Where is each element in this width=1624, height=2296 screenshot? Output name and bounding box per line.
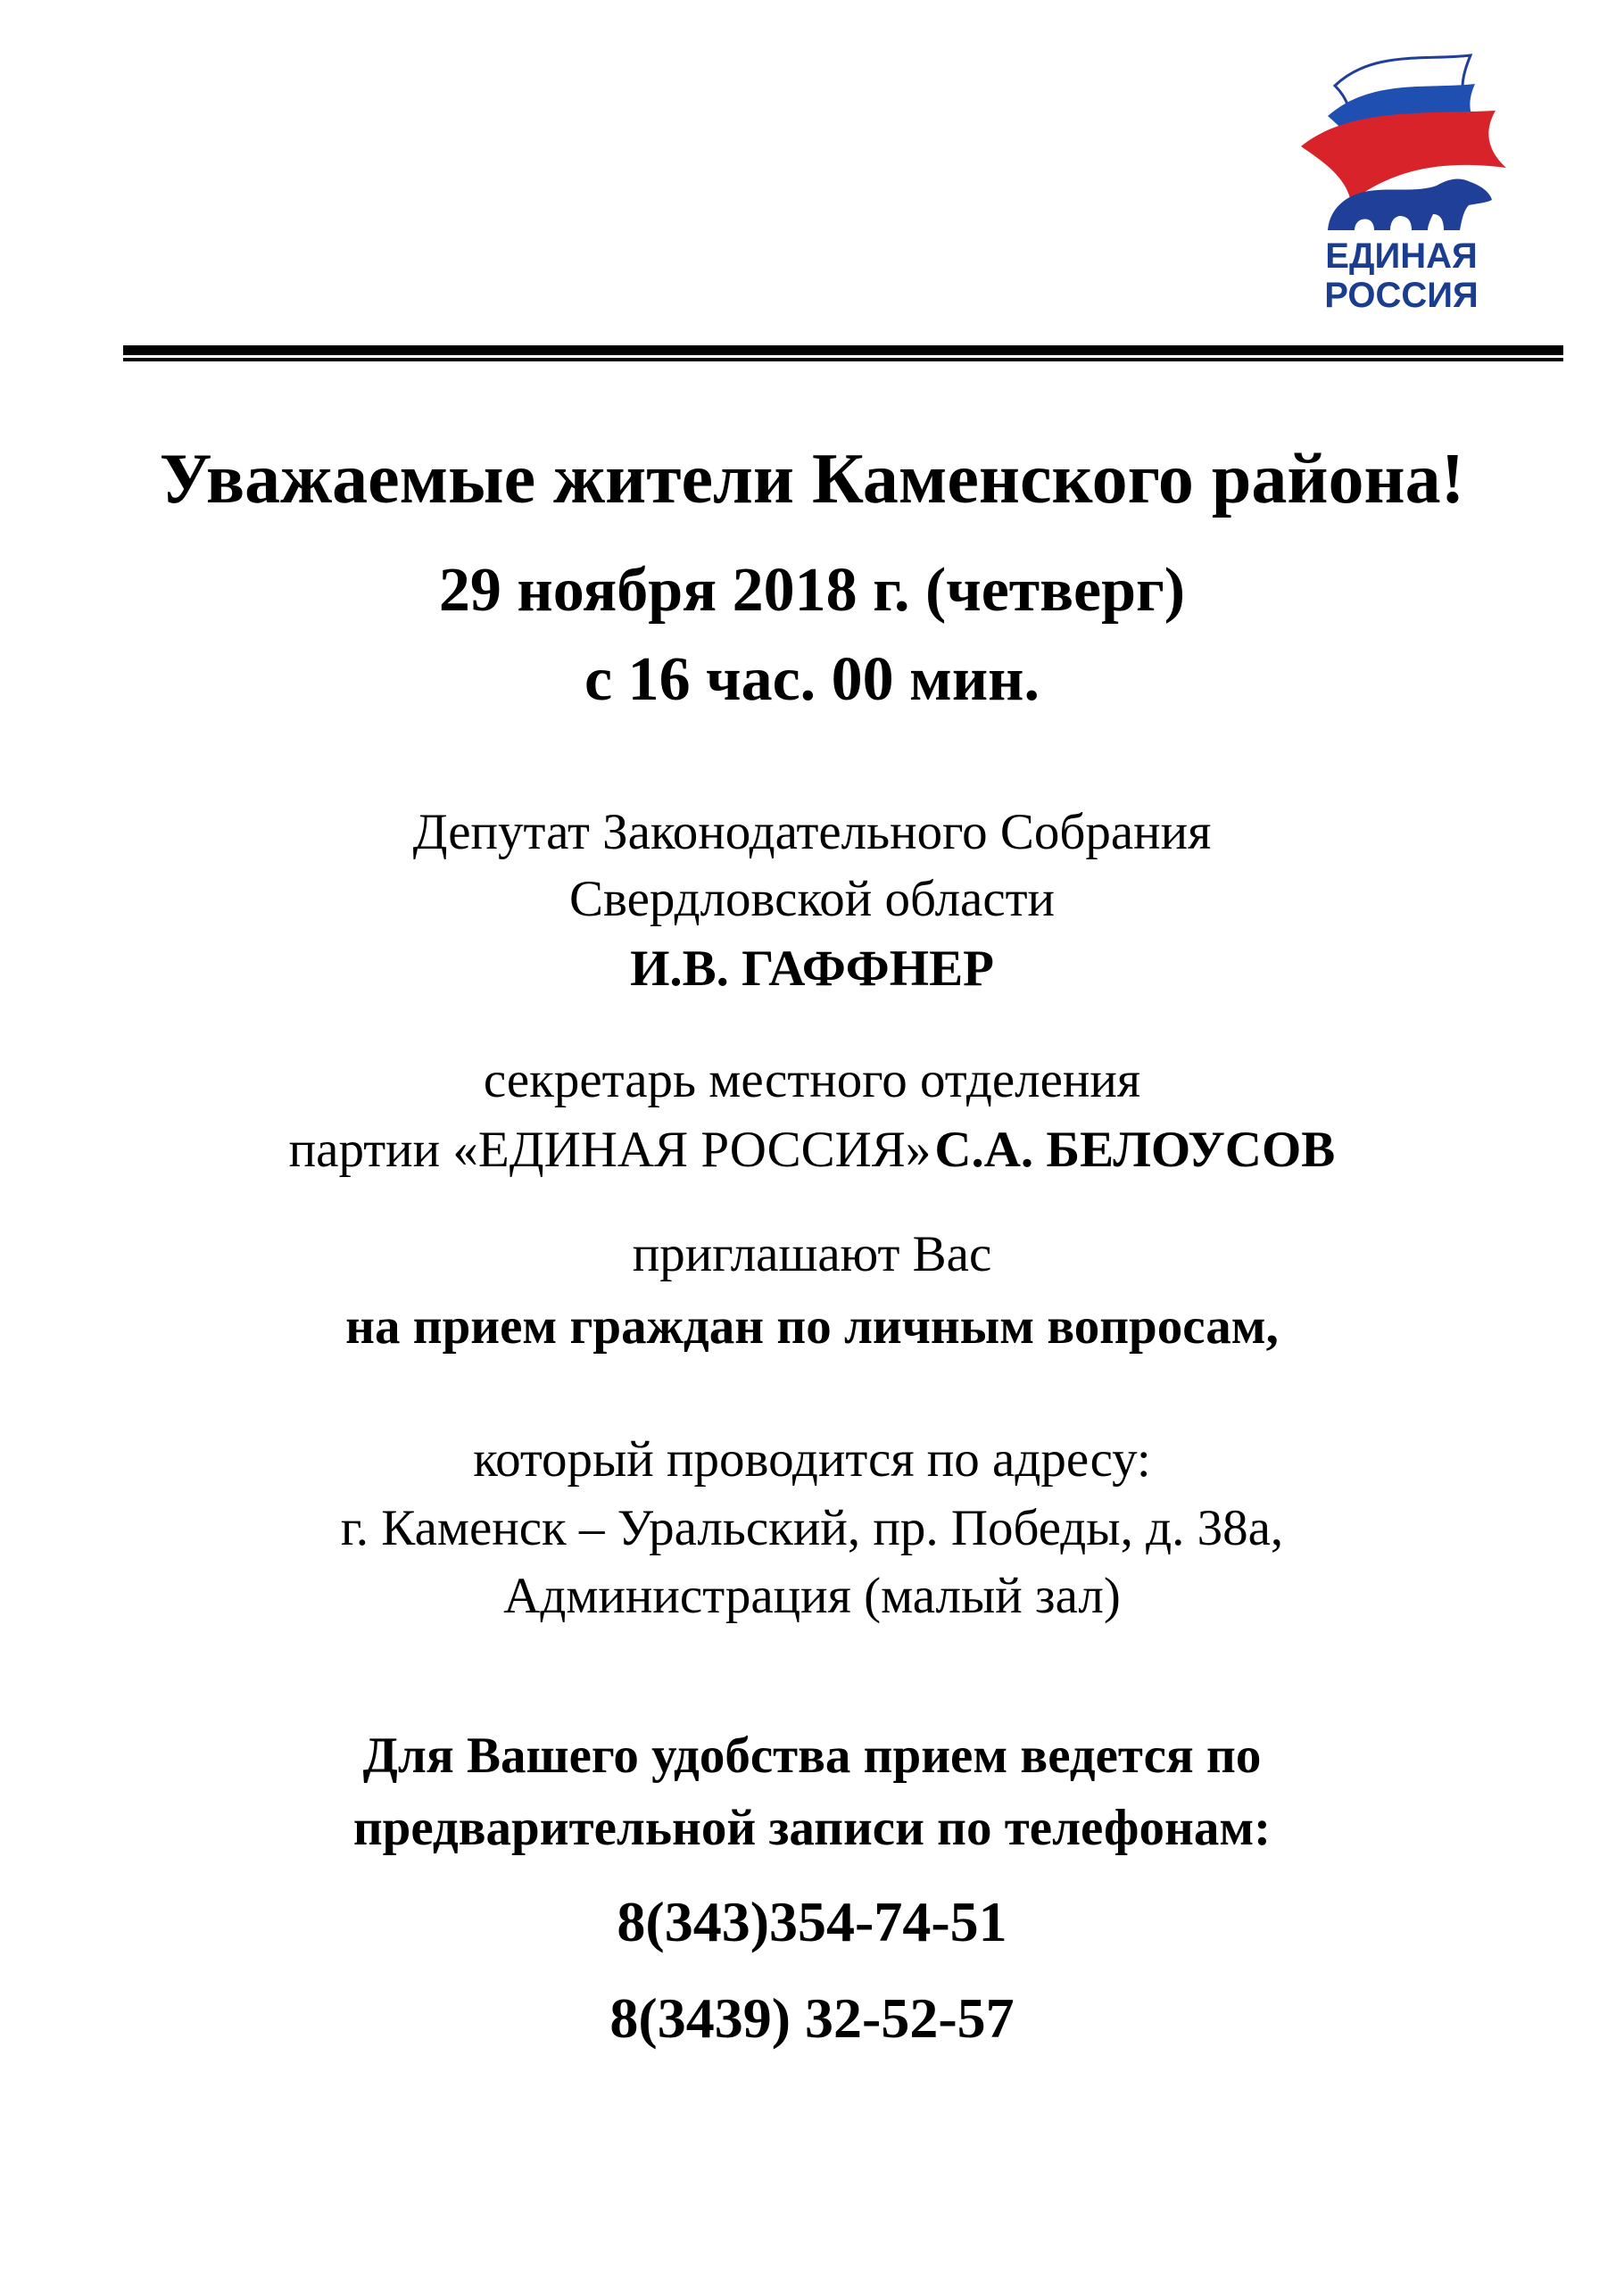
secretary-title-line1: секретарь местного отделения xyxy=(483,1052,1141,1108)
deputy-title-line2: Свердловской области xyxy=(568,871,1056,927)
header-divider-thin xyxy=(123,358,1563,361)
phone-number-1: 8(343)354-74-51 xyxy=(617,1890,1007,1953)
convenience-line2: предварительной записи по телефонам: xyxy=(352,1800,1272,1856)
address-street: г. Каменск – Уральский, пр. Победы, д. 38а, xyxy=(340,1500,1284,1556)
phone-number-2: 8(3439) 32-52-57 xyxy=(609,1986,1015,2050)
logo-text-line1: ЕДИНАЯ xyxy=(1325,236,1478,276)
date-line: 29 ноября 2018 г. (четверг) xyxy=(438,556,1186,625)
invite-line1: приглашают Вас xyxy=(632,1226,992,1282)
secretary-party: партии «ЕДИНАЯ РОССИЯ» xyxy=(288,1122,932,1178)
invite-line2: на прием граждан по личным вопросам, xyxy=(345,1298,1279,1355)
logo-text-line2: РОССИЯ xyxy=(1324,276,1479,315)
heading: Уважаемые жители Каменского района! xyxy=(159,440,1465,518)
header-divider-thick xyxy=(123,345,1563,355)
deputy-name: И.В. ГАФФНЕР xyxy=(630,941,994,997)
convenience-line1: Для Вашего удобства прием ведется по xyxy=(362,1728,1262,1784)
address-intro: который проводится по адресу: xyxy=(473,1431,1151,1488)
party-logo xyxy=(1292,52,1511,319)
secretary-name: С.А. БЕЛОУСОВ xyxy=(934,1122,1336,1178)
address-venue: Администрация (малый зал) xyxy=(503,1568,1121,1624)
time-line: с 16 час. 00 мин. xyxy=(584,645,1040,714)
deputy-title-line1: Депутат Законодательного Собрания xyxy=(412,804,1212,860)
secretary-title-line2 xyxy=(0,1121,1624,1179)
